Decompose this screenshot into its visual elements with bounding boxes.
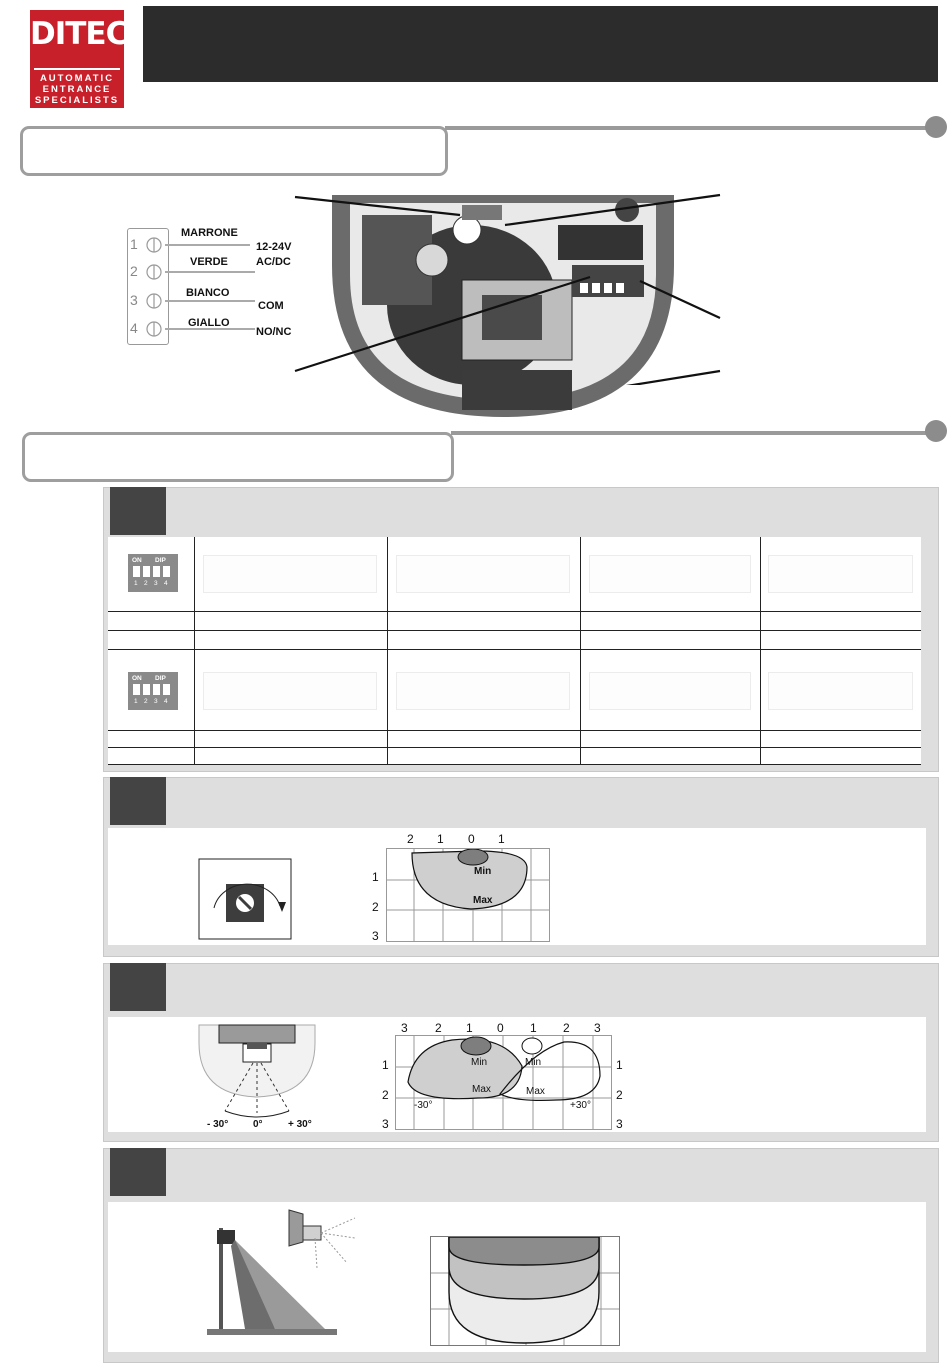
supply-voltage: 12-24V [256,241,292,253]
dip-switch-3 [153,684,160,695]
angle-pattern [396,1036,611,1129]
dip-switch-2 [143,566,150,577]
dip-cell-box-7 [589,672,751,710]
dip-switch-icon [128,672,178,710]
dip-switch-icon [128,554,178,592]
angle-axis-top-0: 3 [401,1021,408,1035]
dip-num-3: 3 [154,580,158,587]
sens-min-label: Min [474,866,492,877]
angle-min-left: Min [471,1057,488,1068]
wire-giallo: GIALLO [188,317,230,329]
dip-row-rule-3 [108,649,921,650]
angle-neg30-label: -30° [414,1100,433,1111]
angle-panel-number-box [110,963,166,1011]
dip-dip-label: DIP [155,557,166,564]
terminal-1: 1 [130,236,138,252]
angle-axis-top-2: 1 [466,1021,473,1035]
dip-row-rule-2 [108,630,921,631]
dip-num-3: 3 [154,698,158,705]
section-2-knob [925,420,947,442]
dip-cell-box-2 [396,555,570,593]
sensitivity-pattern [387,849,549,941]
angle-axis-right-1: 2 [616,1088,623,1102]
dip-switch-1 [133,566,140,577]
logo-tagline-1: AUTOMATIC [39,73,115,84]
angle-pos30-label: +30° [570,1100,591,1111]
logo-divider [34,68,120,70]
terminal-2: 2 [130,263,138,279]
dip-num-4: 4 [164,580,168,587]
dip-row-rule-4 [108,730,921,731]
sens-max-label: Max [473,895,493,906]
dip-on-label: ON [132,675,142,682]
dip-panel-number-box [110,487,166,535]
angle-axis-left-2: 3 [382,1117,389,1131]
angle-max-left: Max [472,1084,491,1095]
dip-num-2: 2 [144,698,148,705]
dip-num-1: 1 [134,580,138,587]
wire-bianco: BIANCO [186,287,230,299]
wire-verde: VERDE [190,256,228,268]
sensitivity-trimmer-diagram [198,858,294,942]
angle-axis-right-0: 1 [616,1058,623,1072]
dip-switch-4 [163,684,170,695]
sens-axis-left-0: 1 [372,870,379,884]
dip-cell-box-6 [396,672,570,710]
mounting-side-diagram [205,1208,365,1338]
com-label: COM [258,300,284,312]
dip-cell-box-8 [768,672,913,710]
angle-axis-top-1: 2 [435,1021,442,1035]
title-banner [143,6,938,82]
angle-axis-top-3: 0 [497,1021,504,1035]
dip-switch-3 [153,566,160,577]
dip-row-rule-5 [108,747,921,748]
section-1-title-box [20,126,448,176]
logo-tagline-2: ENTRANCE [42,84,112,95]
nonc-label: NO/NC [256,326,292,338]
angle-arc-pos: + 30° [288,1119,312,1130]
terminal-4: 4 [130,320,138,336]
section-1-rule [445,126,933,130]
mounting-pattern [431,1237,619,1345]
section-2-rule [451,431,933,435]
angle-axis-top-6: 3 [594,1021,601,1035]
angle-mount-diagram [197,1023,317,1125]
angle-arc-neg: - 30° [207,1119,229,1130]
dip-cell-box-3 [589,555,751,593]
angle-axis-top-4: 1 [530,1021,537,1035]
supply-type: AC/DC [256,256,291,268]
angle-axis-top-5: 2 [563,1021,570,1035]
logo-tagline-3: SPECIALISTS [34,95,120,106]
mounting-panel-number-box [110,1148,166,1196]
sensitivity-grid [386,848,550,942]
dip-dip-label: DIP [155,675,166,682]
angle-axis-left-0: 1 [382,1058,389,1072]
sensitivity-panel-number-box [110,777,166,825]
angle-arc-zero: 0° [253,1119,263,1130]
wire-marrone: MARRONE [181,227,238,239]
dip-num-1: 1 [134,698,138,705]
logo-wordmark: DITEC [30,16,128,52]
dip-on-label: ON [132,557,142,564]
dip-row-rule-1 [108,611,921,612]
dip-switch-4 [163,566,170,577]
sens-axis-top-0: 2 [407,832,414,846]
dip-cell-box-4 [768,555,913,593]
dip-num-2: 2 [144,580,148,587]
dip-num-4: 4 [164,698,168,705]
terminal-3: 3 [130,292,138,308]
sens-axis-left-1: 2 [372,900,379,914]
angle-grid [395,1035,612,1130]
sens-axis-top-2: 0 [468,832,475,846]
sens-axis-left-2: 3 [372,929,379,943]
sens-axis-top-3: 1 [498,832,505,846]
section-1-knob [925,116,947,138]
dip-switch-2 [143,684,150,695]
angle-max-right: Max [526,1086,545,1097]
dip-switch-1 [133,684,140,695]
ditec-logo [30,10,128,108]
angle-min-right: Min [525,1057,542,1068]
sens-axis-top-1: 1 [437,832,444,846]
angle-axis-right-2: 3 [616,1117,623,1131]
dip-cell-box-5 [203,672,377,710]
section-2-title-box [22,432,454,482]
dip-cell-box-1 [203,555,377,593]
dip-row-rule-6 [108,764,921,765]
mounting-grid [430,1236,620,1346]
angle-axis-left-1: 2 [382,1088,389,1102]
callout-lines [290,185,730,385]
